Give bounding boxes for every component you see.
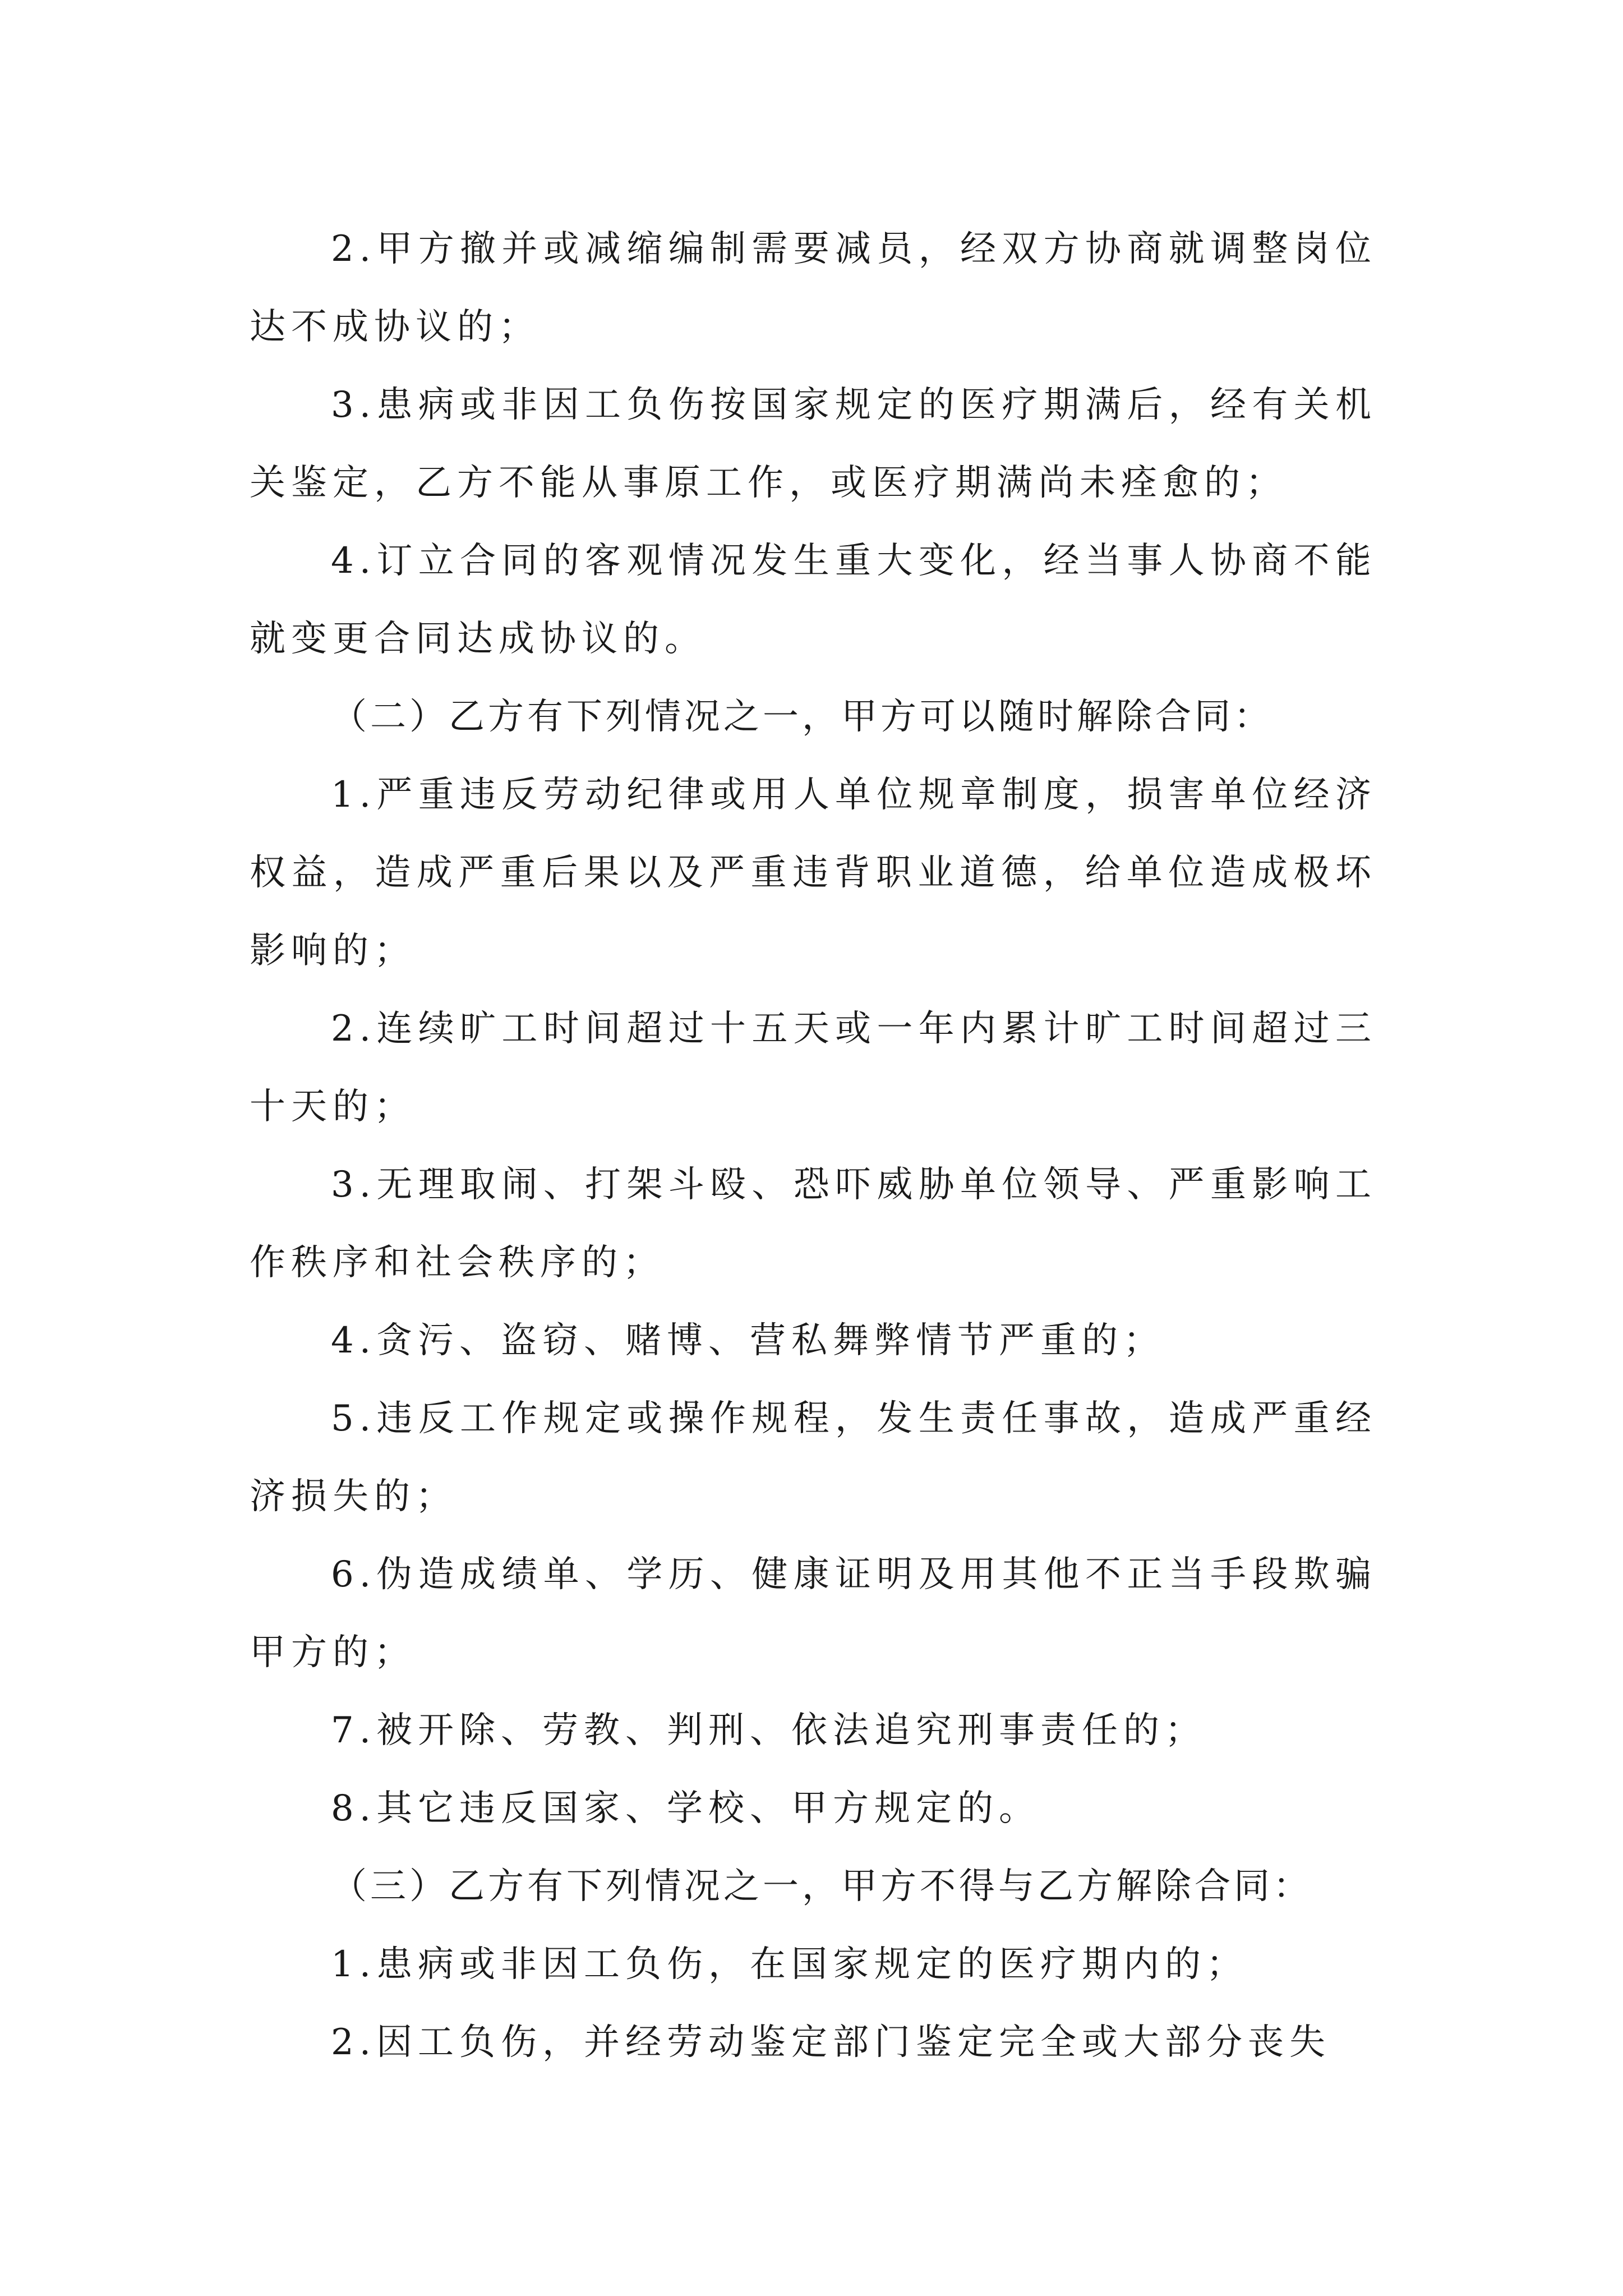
paragraph: 1.严重违反劳动纪律或用人单位规章制度，损害单位经济权益，造成严重后果以及严重违背职业道德，给单位造成极坏影响的； (250, 774, 1377, 972)
section-heading: （二）乙方有下列情况之一，甲方可以随时解除合同： (331, 696, 1273, 738)
document-body (250, 210, 1377, 2082)
section-heading: （三）乙方有下列情况之一，甲方不得与乙方解除合同： (331, 1866, 1312, 1907)
paragraph: 4.订立合同的客观情况发生重大变化，经当事人协商不能就变更合同达成协议的。 (250, 540, 1377, 660)
paragraph: 2.连续旷工时间超过十五天或一年内累计旷工时间超过三十天的； (250, 1008, 1377, 1128)
paragraph: 1.患病或非因工负伤，在国家规定的医疗期内的； (331, 1944, 1248, 1985)
paragraph: 2.甲方撤并或减缩编制需要减员，经双方协商就调整岗位达不成协议的； (250, 228, 1377, 348)
paragraph: 6.伪造成绩单、学历、健康证明及用其他不正当手段欺骗甲方的； (250, 1554, 1377, 1673)
paragraph: 3.无理取闹、打架斗殴、恐吓威胁单位领导、严重影响工作秩序和社会秩序的； (250, 1164, 1377, 1283)
paragraph: 3.患病或非因工负伤按国家规定的医疗期满后，经有关机关鉴定，乙方不能从事原工作，或医疗期满尚未痊愈的； (250, 384, 1377, 504)
paragraph: 4.贪污、盗窃、赌博、营私舞弊情节严重的； (331, 1320, 1165, 1361)
paragraph: 8.其它违反国家、学校、甲方规定的。 (331, 1788, 1041, 1829)
paragraph: 5.违反工作规定或操作规程，发生责任事故，造成严重经济损失的； (250, 1398, 1377, 1517)
paragraph: 7.被开除、劳教、判刑、依法追究刑事责任的； (331, 1710, 1207, 1751)
paragraph: 2.因工负伤，并经劳动鉴定部门鉴定完全或大部分丧失 (331, 2022, 1331, 2063)
